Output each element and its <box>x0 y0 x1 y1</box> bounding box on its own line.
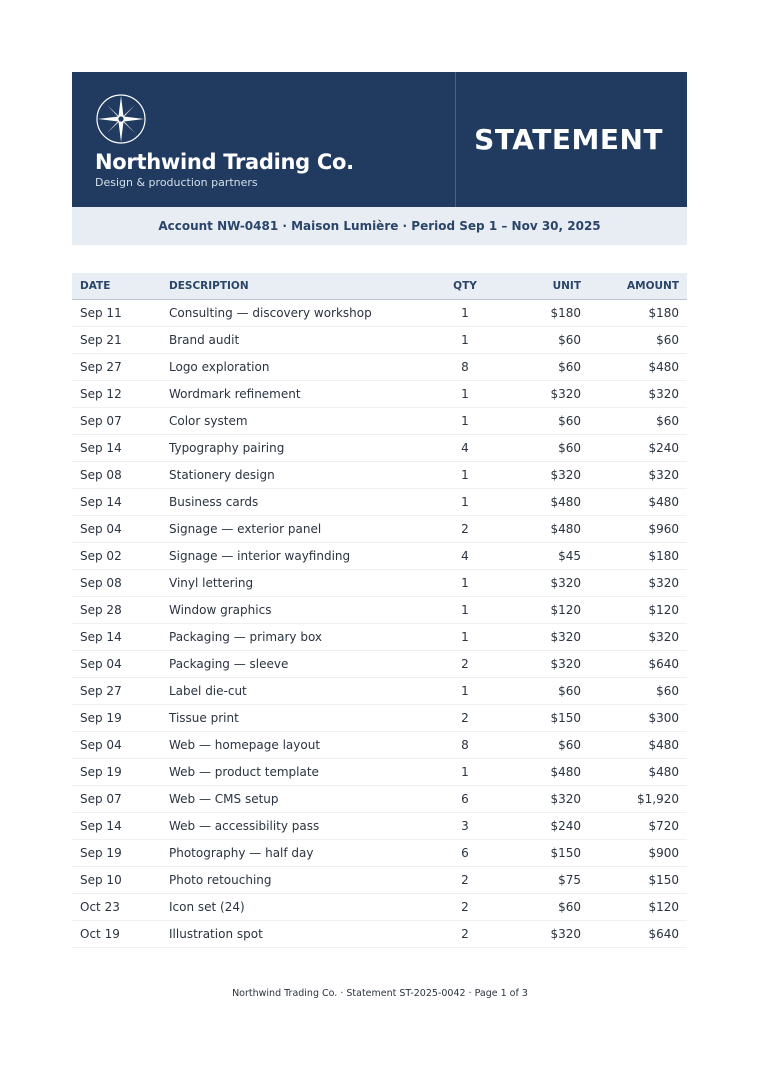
cell-amount: $180 <box>589 300 687 327</box>
cell-qty: 1 <box>427 300 503 327</box>
cell-amount: $480 <box>589 354 687 381</box>
cell-qty: 1 <box>427 597 503 624</box>
cell-date: Sep 11 <box>72 300 161 327</box>
cell-unit: $320 <box>503 624 589 651</box>
cell-unit: $75 <box>503 867 589 894</box>
cell-amount: $720 <box>589 813 687 840</box>
table-row <box>72 435 687 462</box>
cell-amount: $60 <box>589 408 687 435</box>
table-row <box>72 462 687 489</box>
statement-header-banner <box>72 72 687 207</box>
table-row <box>72 300 687 327</box>
cell-description: Vinyl lettering <box>161 570 427 597</box>
cell-date: Sep 14 <box>72 435 161 462</box>
cell-amount: $480 <box>589 489 687 516</box>
cell-description: Web — CMS setup <box>161 786 427 813</box>
table-body <box>72 300 687 948</box>
cell-description: Illustration spot <box>161 921 427 948</box>
cell-date: Sep 10 <box>72 867 161 894</box>
compass-star-icon <box>95 93 147 145</box>
table-row <box>72 381 687 408</box>
cell-qty: 6 <box>427 840 503 867</box>
cell-unit: $60 <box>503 354 589 381</box>
company-name: Northwind Trading Co. <box>95 150 354 174</box>
cell-description: Icon set (24) <box>161 894 427 921</box>
cell-unit: $320 <box>503 570 589 597</box>
cell-unit: $320 <box>503 786 589 813</box>
cell-qty: 2 <box>427 705 503 732</box>
cell-qty: 2 <box>427 651 503 678</box>
cell-description: Signage — interior wayfinding <box>161 543 427 570</box>
cell-unit: $120 <box>503 597 589 624</box>
cell-amount: $480 <box>589 732 687 759</box>
table-row <box>72 327 687 354</box>
cell-date: Sep 08 <box>72 570 161 597</box>
cell-amount: $640 <box>589 921 687 948</box>
account-summary-bar <box>72 207 687 245</box>
cell-qty: 2 <box>427 516 503 543</box>
table-row <box>72 354 687 381</box>
cell-description: Business cards <box>161 489 427 516</box>
cell-date: Sep 14 <box>72 813 161 840</box>
table-row <box>72 678 687 705</box>
cell-date: Sep 21 <box>72 327 161 354</box>
page-footer <box>0 988 760 999</box>
cell-description: Typography pairing <box>161 435 427 462</box>
cell-qty: 8 <box>427 354 503 381</box>
cell-date: Sep 08 <box>72 462 161 489</box>
cell-date: Sep 27 <box>72 678 161 705</box>
cell-date: Sep 04 <box>72 516 161 543</box>
table-row <box>72 705 687 732</box>
table-row <box>72 921 687 948</box>
line-items-table <box>72 273 687 948</box>
cell-qty: 8 <box>427 732 503 759</box>
cell-unit: $320 <box>503 381 589 408</box>
cell-unit: $60 <box>503 435 589 462</box>
table-row <box>72 840 687 867</box>
table-row <box>72 813 687 840</box>
cell-unit: $480 <box>503 489 589 516</box>
cell-description: Packaging — sleeve <box>161 651 427 678</box>
footer-text: Northwind Trading Co. · Statement ST-2025-0042 · Page 1 of 3 <box>232 988 528 999</box>
cell-date: Sep 19 <box>72 840 161 867</box>
document-title: STATEMENT <box>474 123 663 156</box>
cell-amount: $240 <box>589 435 687 462</box>
cell-description: Web — product template <box>161 759 427 786</box>
cell-qty: 1 <box>427 381 503 408</box>
column-header-amount: AMOUNT <box>589 273 687 300</box>
cell-qty: 1 <box>427 570 503 597</box>
table-row <box>72 732 687 759</box>
title-block <box>456 72 687 207</box>
cell-date: Sep 12 <box>72 381 161 408</box>
cell-amount: $480 <box>589 759 687 786</box>
cell-description: Photography — half day <box>161 840 427 867</box>
cell-description: Packaging — primary box <box>161 624 427 651</box>
cell-description: Window graphics <box>161 597 427 624</box>
cell-amount: $60 <box>589 327 687 354</box>
cell-date: Sep 19 <box>72 759 161 786</box>
cell-date: Sep 14 <box>72 489 161 516</box>
cell-qty: 1 <box>427 489 503 516</box>
cell-date: Sep 28 <box>72 597 161 624</box>
cell-unit: $320 <box>503 921 589 948</box>
cell-unit: $480 <box>503 516 589 543</box>
cell-description: Stationery design <box>161 462 427 489</box>
account-line: Account NW-0481 · Maison Lumière · Period Sep 1 – Nov 30, 2025 <box>158 219 601 233</box>
cell-unit: $150 <box>503 705 589 732</box>
cell-description: Photo retouching <box>161 867 427 894</box>
cell-unit: $60 <box>503 678 589 705</box>
cell-description: Signage — exterior panel <box>161 516 427 543</box>
table-row <box>72 786 687 813</box>
cell-qty: 4 <box>427 543 503 570</box>
cell-date: Sep 19 <box>72 705 161 732</box>
cell-description: Consulting — discovery workshop <box>161 300 427 327</box>
cell-amount: $640 <box>589 651 687 678</box>
table-row <box>72 651 687 678</box>
cell-amount: $120 <box>589 597 687 624</box>
cell-amount: $300 <box>589 705 687 732</box>
cell-amount: $900 <box>589 840 687 867</box>
cell-qty: 3 <box>427 813 503 840</box>
cell-amount: $1,920 <box>589 786 687 813</box>
cell-amount: $180 <box>589 543 687 570</box>
company-block <box>72 72 456 207</box>
table-row <box>72 543 687 570</box>
cell-qty: 1 <box>427 678 503 705</box>
cell-unit: $180 <box>503 300 589 327</box>
cell-qty: 1 <box>427 759 503 786</box>
cell-unit: $45 <box>503 543 589 570</box>
table-row <box>72 867 687 894</box>
cell-unit: $60 <box>503 894 589 921</box>
column-header-description: DESCRIPTION <box>161 273 427 300</box>
cell-qty: 1 <box>427 408 503 435</box>
column-header-qty: QTY <box>427 273 503 300</box>
cell-date: Oct 19 <box>72 921 161 948</box>
table-row <box>72 624 687 651</box>
cell-qty: 6 <box>427 786 503 813</box>
cell-amount: $60 <box>589 678 687 705</box>
cell-date: Sep 07 <box>72 786 161 813</box>
column-header-unit: UNIT <box>503 273 589 300</box>
column-header-date: DATE <box>72 273 161 300</box>
cell-date: Sep 02 <box>72 543 161 570</box>
cell-qty: 2 <box>427 867 503 894</box>
cell-date: Sep 07 <box>72 408 161 435</box>
cell-qty: 4 <box>427 435 503 462</box>
cell-description: Label die-cut <box>161 678 427 705</box>
cell-unit: $480 <box>503 759 589 786</box>
table-row <box>72 894 687 921</box>
cell-description: Web — accessibility pass <box>161 813 427 840</box>
table-row <box>72 759 687 786</box>
cell-unit: $60 <box>503 732 589 759</box>
cell-qty: 2 <box>427 894 503 921</box>
cell-description: Brand audit <box>161 327 427 354</box>
table-row <box>72 570 687 597</box>
cell-date: Oct 23 <box>72 894 161 921</box>
cell-amount: $320 <box>589 624 687 651</box>
cell-amount: $320 <box>589 462 687 489</box>
cell-unit: $240 <box>503 813 589 840</box>
table-row <box>72 408 687 435</box>
cell-unit: $320 <box>503 651 589 678</box>
cell-qty: 2 <box>427 921 503 948</box>
cell-qty: 1 <box>427 327 503 354</box>
cell-amount: $320 <box>589 381 687 408</box>
cell-amount: $960 <box>589 516 687 543</box>
cell-amount: $320 <box>589 570 687 597</box>
cell-unit: $320 <box>503 462 589 489</box>
table-row <box>72 489 687 516</box>
table-row <box>72 516 687 543</box>
cell-qty: 1 <box>427 462 503 489</box>
company-tagline: Design & production partners <box>95 176 258 189</box>
cell-unit: $60 <box>503 327 589 354</box>
cell-description: Wordmark refinement <box>161 381 427 408</box>
cell-description: Logo exploration <box>161 354 427 381</box>
cell-unit: $150 <box>503 840 589 867</box>
cell-date: Sep 04 <box>72 651 161 678</box>
cell-amount: $120 <box>589 894 687 921</box>
cell-date: Sep 14 <box>72 624 161 651</box>
cell-date: Sep 27 <box>72 354 161 381</box>
cell-amount: $150 <box>589 867 687 894</box>
cell-description: Web — homepage layout <box>161 732 427 759</box>
cell-date: Sep 04 <box>72 732 161 759</box>
cell-qty: 1 <box>427 624 503 651</box>
cell-unit: $60 <box>503 408 589 435</box>
table-header-row <box>72 273 687 300</box>
cell-description: Color system <box>161 408 427 435</box>
cell-description: Tissue print <box>161 705 427 732</box>
table-row <box>72 597 687 624</box>
